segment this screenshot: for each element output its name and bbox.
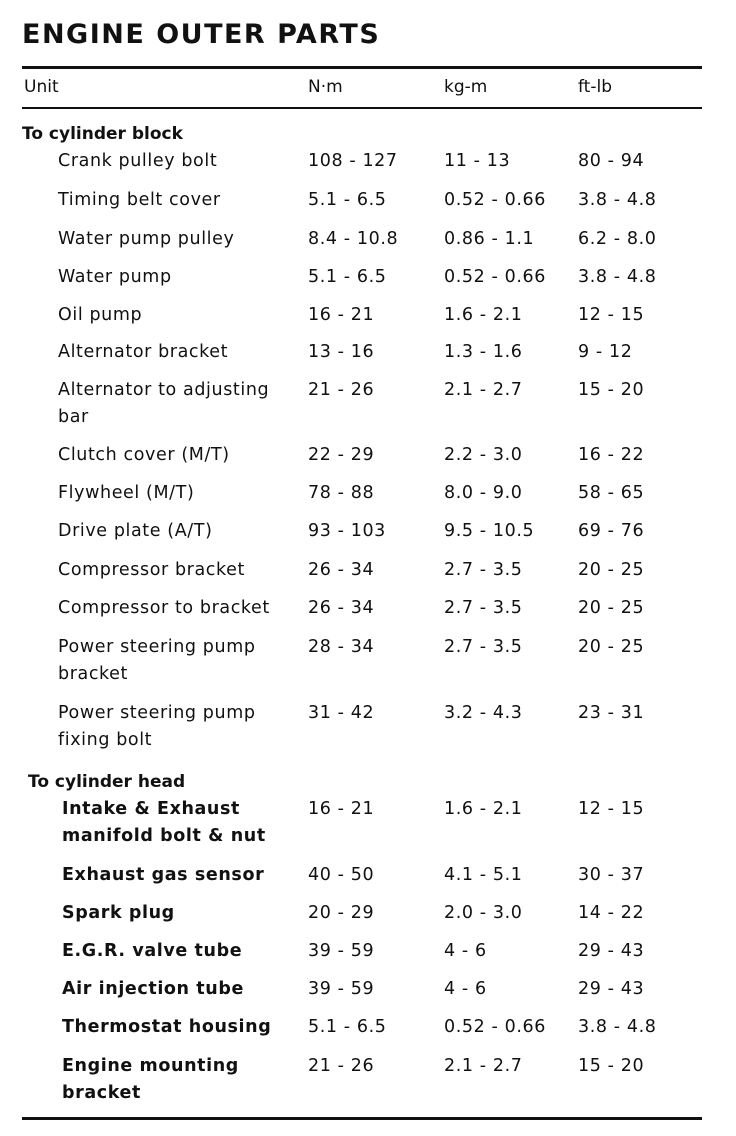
row-kgm: 4 - 6: [444, 941, 487, 961]
row-name: Compressor bracket: [58, 560, 245, 580]
row-nm: 31 - 42: [308, 703, 375, 723]
row-ftlb: 16 - 22: [578, 445, 645, 465]
top-rule: [22, 66, 702, 69]
row-name: Timing belt cover: [58, 190, 221, 210]
row-name: Alternator to adjusting bar: [58, 380, 270, 427]
page-title: ENGINE OUTER PARTS: [22, 19, 381, 50]
row-name: Water pump: [58, 267, 172, 287]
row-nm: 13 - 16: [308, 342, 375, 362]
row-ftlb: 3.8 - 4.8: [578, 267, 657, 287]
row-nm: 16 - 21: [308, 305, 375, 325]
row-kgm: 0.52 - 0.66: [444, 190, 546, 210]
row-ftlb: 12 - 15: [578, 799, 645, 819]
row-nm: 5.1 - 6.5: [308, 267, 387, 287]
row-name: Power steering pump fixing bolt: [58, 703, 256, 750]
row-kgm: 0.86 - 1.1: [444, 229, 535, 249]
row-kgm: 2.0 - 3.0: [444, 903, 523, 923]
row-name: Engine mounting bracket: [62, 1056, 239, 1103]
row-name: Alternator bracket: [58, 342, 229, 362]
bottom-rule: [22, 1117, 702, 1120]
row-name: Crank pulley bolt: [58, 151, 218, 171]
row-name: Clutch cover (M/T): [58, 445, 230, 465]
row-nm: 8.4 - 10.8: [308, 229, 399, 249]
row-kgm: 3.2 - 4.3: [444, 703, 523, 723]
row-name: Thermostat housing: [62, 1017, 272, 1037]
row-nm: 108 - 127: [308, 151, 398, 171]
row-ftlb: 12 - 15: [578, 305, 645, 325]
row-nm: 28 - 34: [308, 637, 375, 657]
row-ftlb: 15 - 20: [578, 380, 645, 400]
row-nm: 26 - 34: [308, 598, 375, 618]
header-kgm: kg-m: [444, 77, 488, 97]
row-ftlb: 3.8 - 4.8: [578, 190, 657, 210]
row-kgm: 8.0 - 9.0: [444, 483, 523, 503]
row-nm: 5.1 - 6.5: [308, 1017, 387, 1037]
row-nm: 39 - 59: [308, 941, 375, 961]
row-ftlb: 29 - 43: [578, 979, 645, 999]
row-nm: 21 - 26: [308, 380, 375, 400]
row-kgm: 4.1 - 5.1: [444, 865, 523, 885]
row-ftlb: 20 - 25: [578, 637, 645, 657]
row-ftlb: 20 - 25: [578, 598, 645, 618]
row-nm: 21 - 26: [308, 1056, 375, 1076]
row-name: Water pump pulley: [58, 229, 235, 249]
row-nm: 20 - 29: [308, 903, 375, 923]
row-nm: 5.1 - 6.5: [308, 190, 387, 210]
row-kgm: 1.3 - 1.6: [444, 342, 523, 362]
row-name: Drive plate (A/T): [58, 521, 213, 541]
row-name: Exhaust gas sensor: [62, 865, 265, 885]
row-name: Compressor to bracket: [58, 598, 270, 618]
row-kgm: 11 - 13: [444, 151, 511, 171]
row-nm: 93 - 103: [308, 521, 386, 541]
row-ftlb: 30 - 37: [578, 865, 645, 885]
row-kgm: 2.7 - 3.5: [444, 637, 523, 657]
row-kgm: 2.2 - 3.0: [444, 445, 523, 465]
row-name: Intake & Exhaust manifold bolt & nut: [62, 799, 266, 846]
row-ftlb: 15 - 20: [578, 1056, 645, 1076]
row-kgm: 1.6 - 2.1: [444, 799, 523, 819]
row-kgm: 0.52 - 0.66: [444, 267, 546, 287]
row-nm: 40 - 50: [308, 865, 375, 885]
row-ftlb: 23 - 31: [578, 703, 645, 723]
row-nm: 16 - 21: [308, 799, 375, 819]
row-ftlb: 3.8 - 4.8: [578, 1017, 657, 1037]
row-kgm: 2.7 - 3.5: [444, 598, 523, 618]
row-kgm: 2.1 - 2.7: [444, 380, 523, 400]
row-ftlb: 14 - 22: [578, 903, 645, 923]
row-kgm: 9.5 - 10.5: [444, 521, 535, 541]
row-name: Flywheel (M/T): [58, 483, 195, 503]
row-kgm: 2.7 - 3.5: [444, 560, 523, 580]
row-kgm: 4 - 6: [444, 979, 487, 999]
row-nm: 22 - 29: [308, 445, 375, 465]
row-name: Spark plug: [62, 903, 175, 923]
header-rule: [22, 107, 702, 109]
table-header: [0, 74, 736, 100]
header-nm: N·m: [308, 77, 343, 97]
row-ftlb: 6.2 - 8.0: [578, 229, 657, 249]
row-ftlb: 29 - 43: [578, 941, 645, 961]
row-kgm: 2.1 - 2.7: [444, 1056, 523, 1076]
row-ftlb: 58 - 65: [578, 483, 645, 503]
section-label-cylinder-block: To cylinder block: [22, 124, 183, 144]
row-nm: 26 - 34: [308, 560, 375, 580]
row-kgm: 0.52 - 0.66: [444, 1017, 546, 1037]
row-nm: 39 - 59: [308, 979, 375, 999]
row-name: E.G.R. valve tube: [62, 941, 243, 961]
section-label-cylinder-head: To cylinder head: [28, 772, 186, 792]
header-unit: Unit: [24, 77, 59, 97]
row-name: Oil pump: [58, 305, 143, 325]
row-name: Power steering pump bracket: [58, 637, 256, 684]
row-kgm: 1.6 - 2.1: [444, 305, 523, 325]
row-ftlb: 80 - 94: [578, 151, 645, 171]
row-ftlb: 9 - 12: [578, 342, 633, 362]
row-ftlb: 20 - 25: [578, 560, 645, 580]
row-name: Air injection tube: [62, 979, 244, 999]
header-ftlb: ft-lb: [578, 77, 612, 97]
row-ftlb: 69 - 76: [578, 521, 645, 541]
row-nm: 78 - 88: [308, 483, 375, 503]
